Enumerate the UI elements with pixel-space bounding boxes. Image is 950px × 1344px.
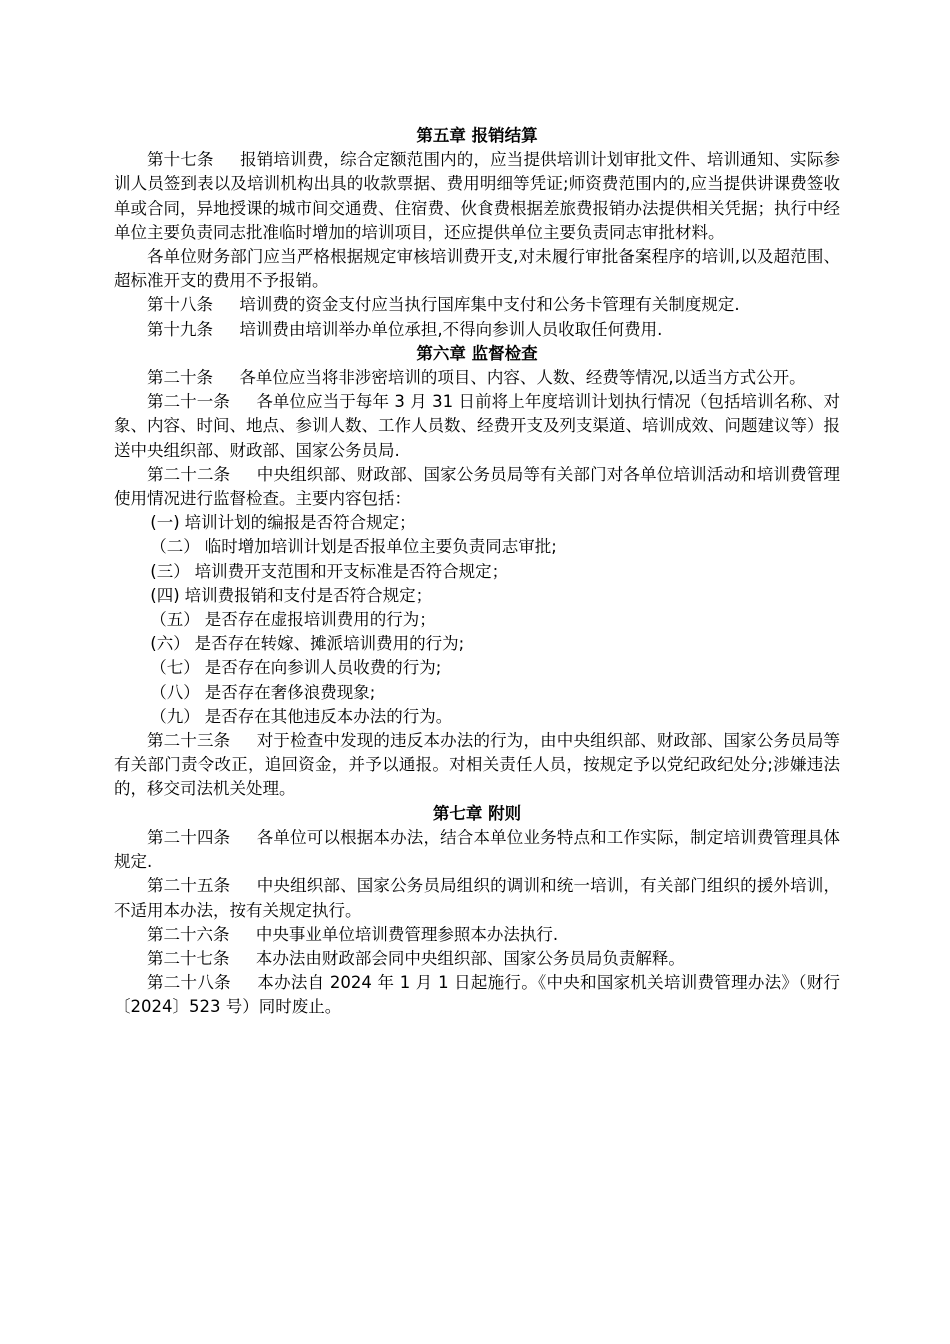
article-number: 第二十五条 [147, 876, 231, 896]
list-item-number: （五） [150, 610, 200, 630]
list-item-text: 培训费开支范围和开支标准是否符合规定； [194, 561, 509, 581]
list-item-text: 培训费报销和支付是否符合规定； [184, 585, 433, 605]
list-item-text: 临时增加培训计划是否报单位主要负责同志审批; [204, 537, 557, 557]
list-item [114, 511, 840, 535]
list-item-number: (六） [150, 634, 190, 654]
document-page [114, 124, 840, 1020]
article-paragraph [114, 293, 840, 317]
list-item-number: （九） [150, 706, 200, 726]
article-paragraph [114, 463, 840, 511]
article-number: 第十七条 [147, 150, 214, 170]
list-item [114, 608, 840, 632]
article-text: 培训费的资金支付应当执行国库集中支付和公务卡管理有关制度规定. [239, 295, 740, 315]
article-number: 第二十七条 [147, 948, 230, 968]
list-item [114, 584, 840, 608]
article-paragraph [114, 923, 840, 947]
article-text: 各单位可以根据本办法，结合本单位业务特点和工作实际，制定培训费管理具体规定. [114, 827, 841, 872]
list-item [114, 681, 840, 705]
article-paragraph [114, 826, 840, 874]
article-text: 对于检查中发现的违反本办法的行为，由中央组织部、财政部、国家公务员局等有关部门责令改正，追回资金，并予以通报。对相关责任人员，按规定予以党纪政纪处分;涉嫌违法的，移交司法机关处理。 [114, 731, 841, 799]
list-item [114, 632, 840, 656]
list-item [114, 560, 840, 584]
article-number: 第十八条 [147, 295, 213, 315]
article-text: 中央组织部、财政部、国家公务员局等有关部门对各单位培训活动和培训费管理使用情况进行监督检查。主要内容包括： [114, 464, 841, 509]
list-item-number: (三） [150, 561, 190, 581]
list-item [114, 705, 840, 729]
list-item-text: 是否存在奢侈浪费现象; [204, 682, 376, 702]
article-paragraph [114, 947, 840, 971]
article-number: 第二十六条 [147, 924, 230, 944]
list-item [114, 656, 840, 680]
list-item-number: (一) [150, 513, 180, 533]
article-text: 各单位应当于每年 3 月 31 日前将上年度培训计划执行情况（包括培训名称、对象、内容、时间、地点、参训人数、工作人员数、经费开支及列支渠道、培训成效、问题建议等）报送中央组织部、财政部、国家公务员局. [114, 392, 840, 460]
list-item-number: （七） [150, 658, 200, 678]
article-paragraph [114, 729, 840, 802]
article-number: 第二十三条 [147, 731, 231, 751]
article-text: 中央事业单位培训费管理参照本办法执行. [255, 924, 559, 944]
article-text: 培训费由培训举办单位承担,不得向参训人员收取任何费用. [239, 319, 663, 339]
article-paragraph [114, 390, 840, 463]
article-paragraph [114, 366, 840, 390]
list-item-text: 是否存在转嫁、摊派培训费用的行为; [194, 634, 465, 654]
list-item-number: （八） [150, 682, 200, 702]
article-number: 第二十四条 [147, 827, 231, 847]
chapter-title: 第五章 报销结算 [416, 126, 538, 145]
list-item-number: (四) [150, 585, 180, 605]
article-text: 各单位应当将非涉密培训的项目、内容、人数、经费等情况,以适当方式公开。 [239, 368, 806, 388]
article-number: 第二十八条 [147, 973, 231, 993]
list-item-text: 是否存在其他违反本办法的行为。 [204, 706, 453, 726]
list-item-text: 培训计划的编报是否符合规定； [184, 513, 416, 533]
article-text: 报销培训费，综合定额范围内的，应当提供培训计划审批文件、培训通知、实际参训人员签到表以及培训机构出具的收款票据、费用明细等凭证;师资费范围内的,应当提供讲课费签收单或合同，异地授课的城市间交通费、住宿费、伙食费根据差旅费报销办法提供相关凭据；执行中经单位主要负责同志批准临时增加的培训项目，还应提供单位主要负责同志审批材料。 [114, 150, 841, 242]
article-text: 本办法自 2024 年 1 月 1 日起施行。《中央和国家机关培训费管理办法》（财行〔2024〕523 号）同时废止。 [114, 973, 841, 1017]
article-text: 本办法由财政部会同中央组织部、国家公务员局负责解释。 [255, 948, 685, 968]
list-item [114, 535, 840, 559]
article-paragraph [114, 971, 840, 1019]
article-text: 各单位财务部门应当严格根据规定审核培训费开支,对未履行审批备案程序的培训,以及超范围、超标准开支的费用不予报销。 [114, 247, 840, 291]
article-paragraph [114, 318, 840, 342]
chapter-title: 第七章 附则 [432, 803, 522, 823]
article-number: 第十九条 [147, 319, 213, 339]
list-item-text: 是否存在虚报培训费用的行为； [204, 610, 436, 630]
article-text: 中央组织部、国家公务员局组织的调训和统一培训，有关部门组织的援外培训，不适用本办法，按有关规定执行。 [114, 876, 841, 920]
chapter-title: 第六章 监督检查 [416, 343, 538, 363]
list-item-text: 是否存在向参训人员收费的行为; [204, 658, 442, 678]
list-item-number: （二） [150, 537, 200, 557]
article-paragraph [114, 245, 840, 293]
article-paragraph [114, 874, 840, 922]
article-number: 第二十一条 [147, 392, 230, 412]
article-paragraph [114, 148, 840, 245]
article-number: 第二十二条 [147, 464, 231, 484]
article-number: 第二十条 [147, 368, 213, 388]
